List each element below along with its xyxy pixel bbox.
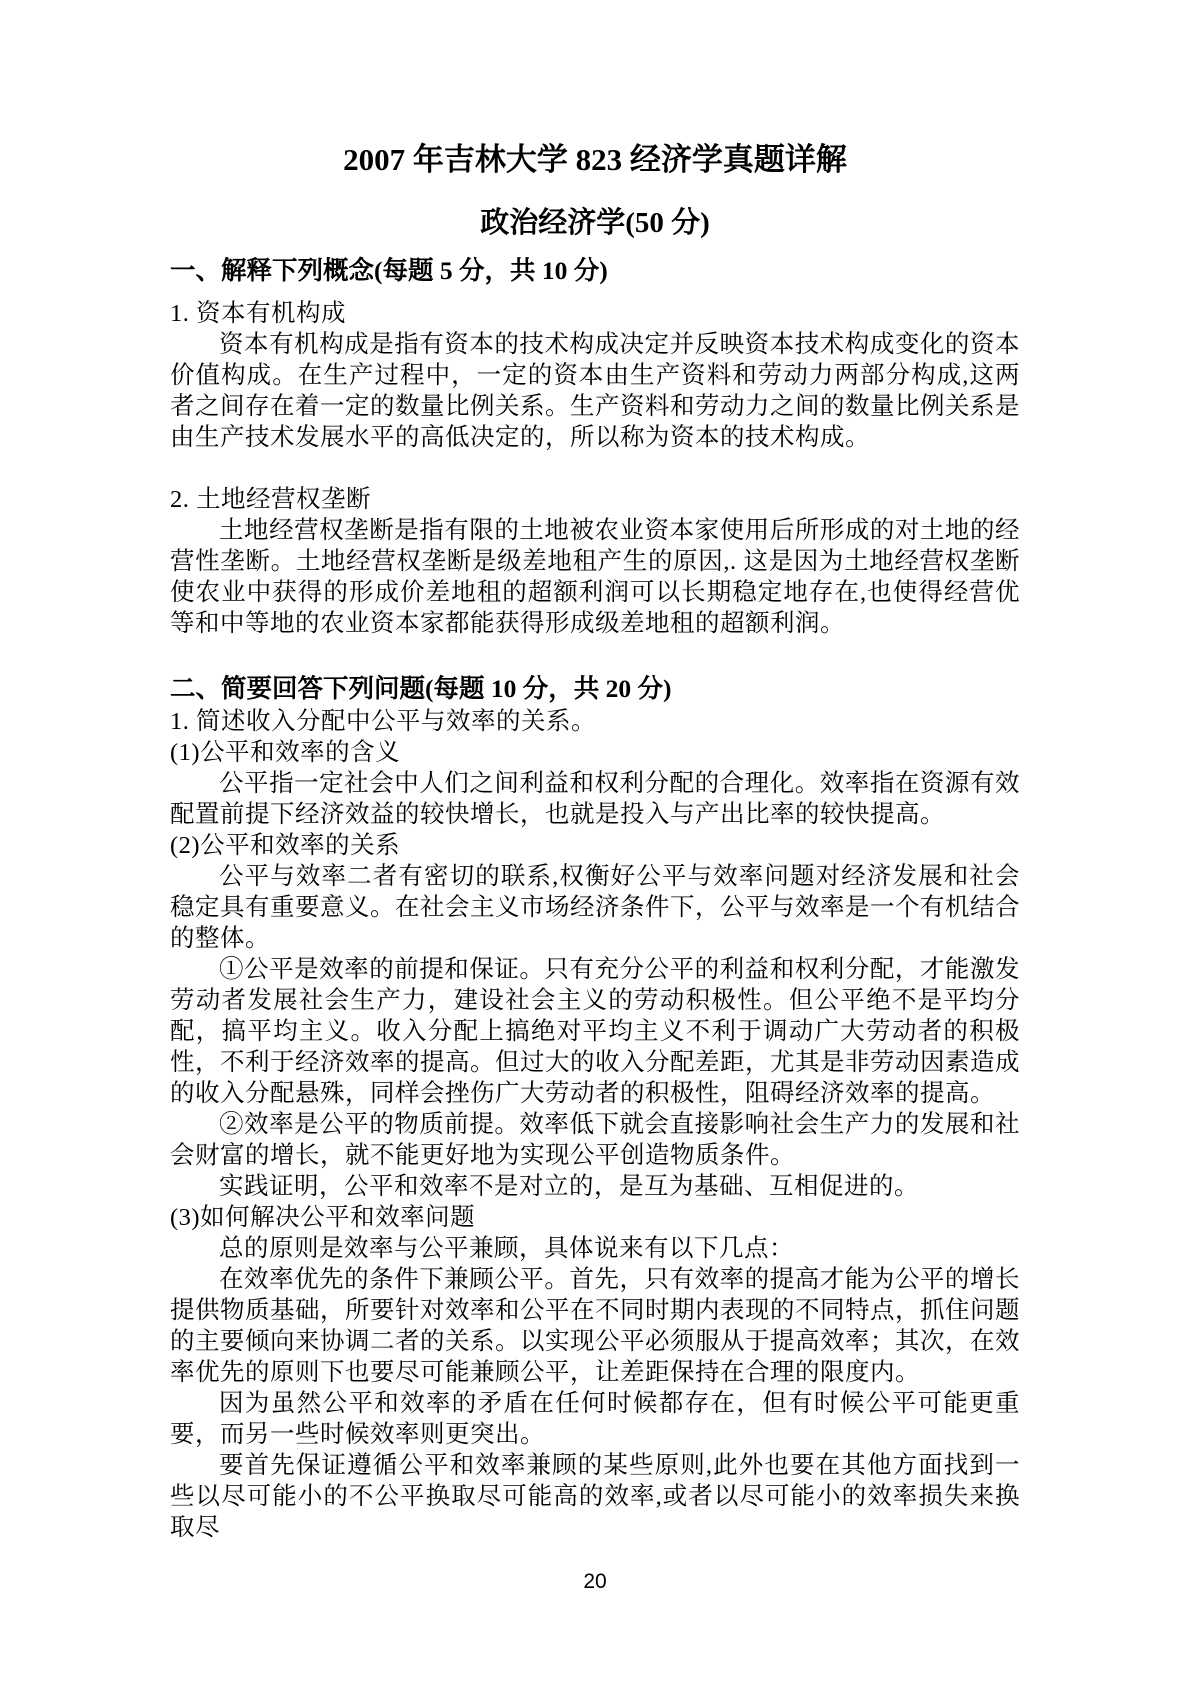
- section-short-answers: [170, 672, 1020, 1543]
- item2-body: 土地经营权垄断是指有限的土地被农业资本家使用后所形成的对土地的经营性垄断。土地经营权垄断是级差地租产生的原因,. 这是因为土地经营权垄断使农业中获得的形成价差地租的超额利润可以长期稳定地存在,也使得经营优等和中等地的农业资本家都能获得形成级差地租的超额利润。: [170, 517, 1020, 637]
- section-definitions: [170, 254, 1020, 639]
- part3-title: (3)如何解决公平和效率问题: [170, 1204, 476, 1231]
- part2-para1: 公平与效率二者有密切的联系,权衡好公平与效率问题对经济发展和社会稳定具有重要意义。在社会主义市场经济条件下，公平与效率是一个有机结合的整体。: [170, 863, 1020, 952]
- page-subtitle: 政治经济学(50 分): [480, 207, 710, 239]
- section2-heading: 二、简要回答下列问题(每题 10 分，共 20 分): [170, 674, 672, 703]
- item1-title: 1. 资本有机构成: [170, 300, 346, 327]
- section1-heading: 一、解释下列概念(每题 5 分，共 10 分): [170, 256, 608, 285]
- page-number: 20: [583, 1570, 607, 1593]
- question1-title: 1. 简述收入分配中公平与效率的关系。: [170, 708, 596, 735]
- blank-line: [170, 453, 1020, 484]
- item1-body: 资本有机构成是指有资本的技术构成决定并反映资本技术构成变化的资本价值构成。在生产过程中，一定的资本由生产资料和劳动力两部分构成,这两者之间存在着一定的数量比例关系。生产资料和劳动力之间的数量比例关系是由生产技术发展水平的高低决定的，所以称为资本的技术构成。: [170, 331, 1020, 451]
- part2-title: (2)公平和效率的关系: [170, 832, 401, 859]
- part1-title: (1)公平和效率的含义: [170, 739, 401, 766]
- item2-title: 2. 土地经营权垄断: [170, 486, 371, 513]
- page-title: 2007 年吉林大学 823 经济学真题详解: [343, 142, 847, 177]
- part2-para4: 实践证明，公平和效率不是对立的，是互为基础、互相促进的。: [219, 1173, 919, 1200]
- part3-para2: 在效率优先的条件下兼顾公平。首先，只有效率的提高才能为公平的增长提供物质基础，所要针对效率和公平在不同时期内表现的不同特点，抓住问题的主要倾向来协调二者的关系。以实现公平必须服从于提高效率；其次，在效率优先的原则下也要尽可能兼顾公平，让差距保持在合理的限度内。: [170, 1266, 1020, 1386]
- blank-line: [170, 639, 1020, 670]
- part2-para2: ①公平是效率的前提和保证。只有充分公平的利益和权利分配，才能激发劳动者发展社会生产力，建设社会主义的劳动积极性。但公平绝不是平均分配，搞平均主义。收入分配上搞绝对平均主义不利于调动广大劳动者的积极性，不利于经济效率的提高。但过大的收入分配差距，尤其是非劳动因素造成的收入分配悬殊，同样会挫伤广大劳动者的积极性，阻碍经济效率的提高。: [170, 956, 1020, 1107]
- part1-body: 公平指一定社会中人们之间利益和权利分配的合理化。效率指在资源有效配置前提下经济效益的较快增长，也就是投入与产出比率的较快提高。: [170, 770, 1020, 828]
- part3-para3: 因为虽然公平和效率的矛盾在任何时候都存在，但有时候公平可能更重要，而另一些时候效率则更突出。: [170, 1390, 1020, 1448]
- part3-para4: 要首先保证遵循公平和效率兼顾的某些原则,此外也要在其他方面找到一些以尽可能小的不公平换取尽可能高的效率,或者以尽可能小的效率损失来换取尽: [170, 1452, 1020, 1541]
- part2-para3: ②效率是公平的物质前提。效率低下就会直接影响社会生产力的发展和社会财富的增长，就不能更好地为实现公平创造物质条件。: [170, 1111, 1020, 1169]
- part3-para1: 总的原则是效率与公平兼顾，具体说来有以下几点：: [219, 1235, 794, 1262]
